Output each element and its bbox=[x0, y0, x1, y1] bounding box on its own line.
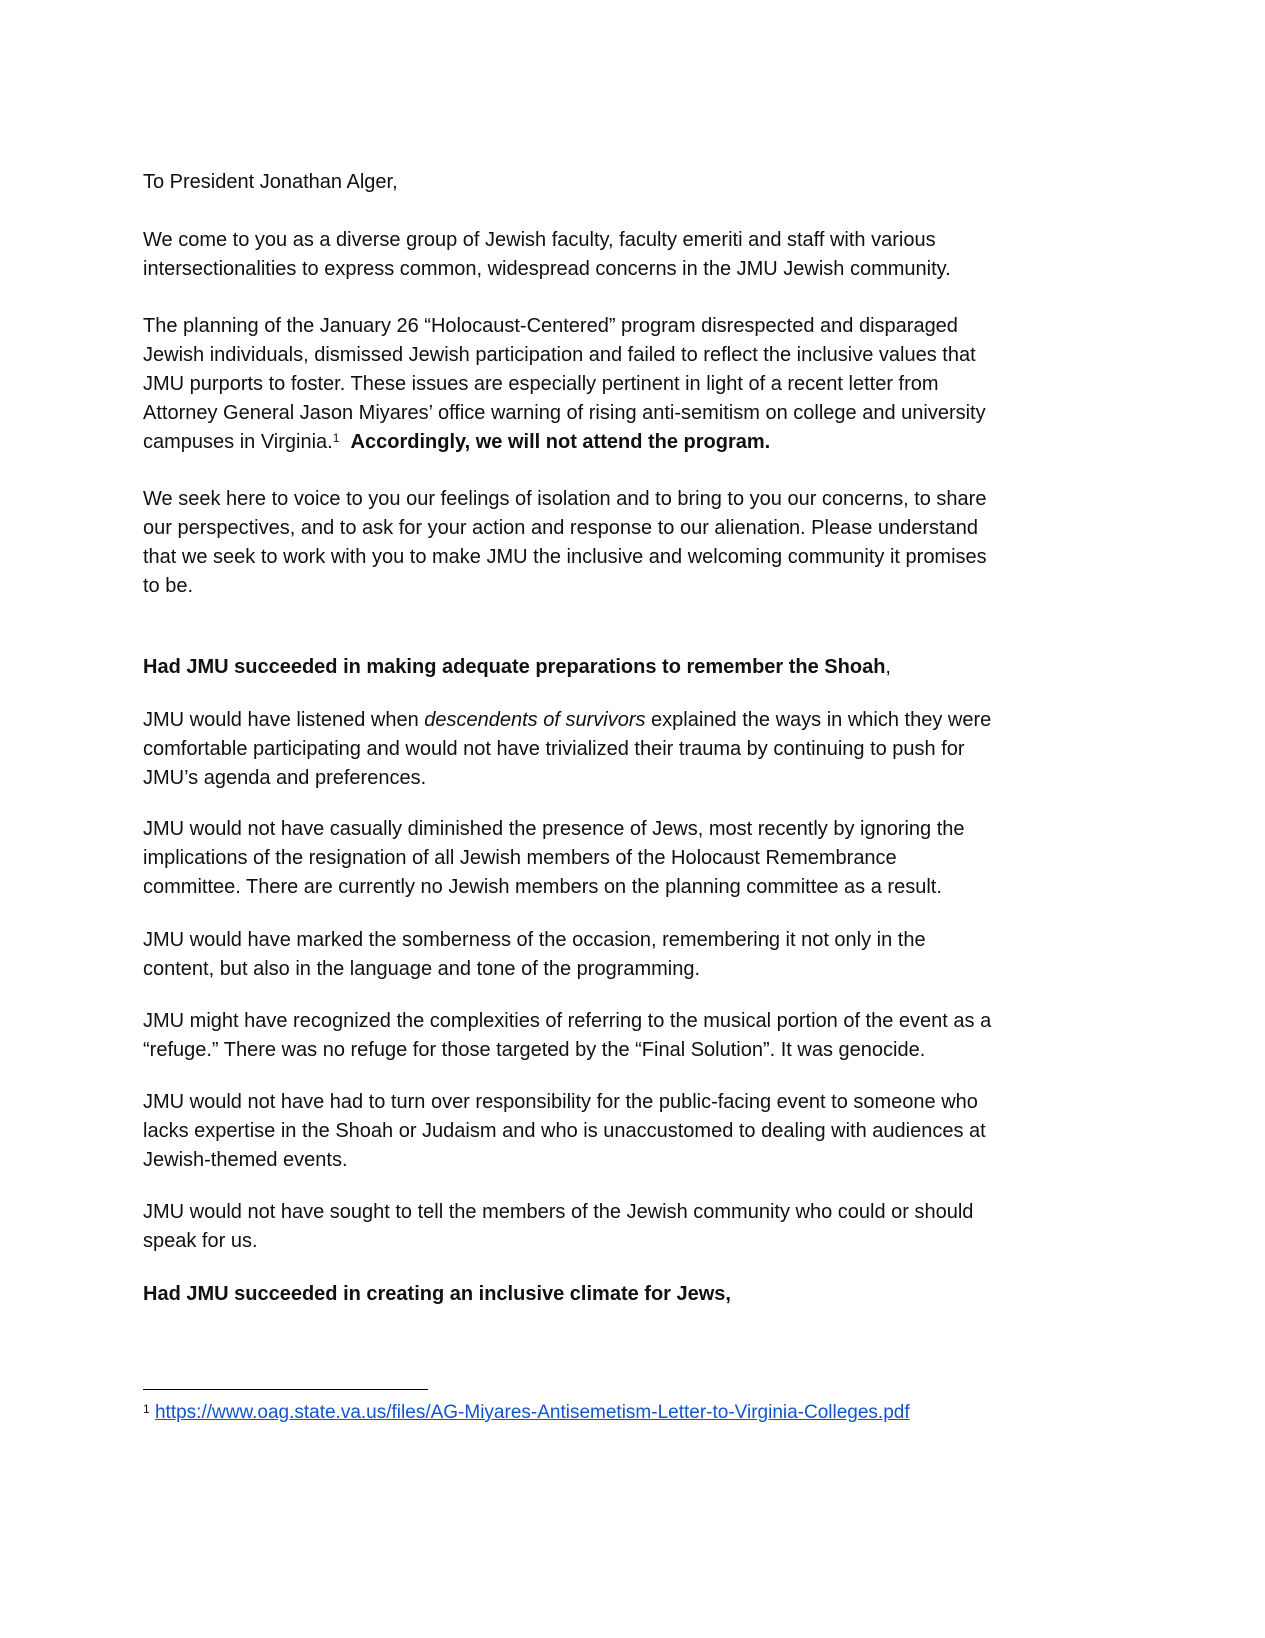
speak-paragraph: JMU would not have sought to tell the members of the Jewish community who could or should speak for us. bbox=[143, 1201, 974, 1252]
planning-paragraph: The planning of the January 26 “Holocaust-Centered” program disrespected and disparaged Jewish individuals, dismissed Jewish participation and failed to reflect the inclusive values that JMU purports to foster. These issues are especially pertinent in light of a recent letter from Attorney General Jason Miyares’ office warning of rising anti-semitism on college and university campuses in Virginia.$^1$ Accordingly, we will not attend the program. bbox=[143, 315, 986, 453]
footnote-reference[interactable]: 1 bbox=[332, 431, 340, 445]
listened-paragraph: JMU would have listened when descendents of survivors explained the ways in which they were comfortable participating and would not have trivialized their trauma by continuing to push for JMU’s agenda and preferences. bbox=[143, 709, 992, 789]
footnote bbox=[143, 1400, 910, 1426]
bold-statement: Accordingly, we will not attend the program. bbox=[350, 431, 771, 453]
footnote-number: 1 bbox=[143, 1402, 150, 1416]
seek-paragraph: We seek here to voice to you our feelings of isolation and to bring to you our concerns, to share our perspectives, and to ask for your action and response to our alienation. Please understand that we seek to work with you to make JMU the inclusive and welcoming community it promises to be. bbox=[143, 488, 987, 597]
diminished-paragraph: JMU would not have casually diminished the presence of Jews, most recently by ignoring the implications of the resignation of all Jewish members of the Holocaust Remembrance committee. There are currently no Jewish members on the planning committee as a result. bbox=[143, 818, 965, 898]
salutation: To President Jonathan Alger, bbox=[143, 171, 398, 193]
footnote-divider bbox=[143, 1389, 428, 1390]
footnote-link[interactable]: https://www.oag.state.va.us/files/AG-Miyares-Antisemetism-Letter-to-Virginia-Colleges.pdf bbox=[154, 1402, 910, 1423]
section-heading-shoah: Had JMU succeeded in making adequate preparations to remember the Shoah, bbox=[143, 656, 891, 678]
intro-paragraph: We come to you as a diverse group of Jewish faculty, faculty emeriti and staff with various intersectionalities to express common, widespread concerns in the JMU Jewish community. bbox=[143, 229, 951, 280]
somberness-paragraph: JMU would have marked the somberness of the occasion, remembering it not only in the content, but also in the language and tone of the programming. bbox=[143, 929, 926, 980]
refuge-paragraph: JMU might have recognized the complexities of referring to the musical portion of the event as a “refuge.” There was no refuge for those targeted by the “Final Solution”. It was genocide. bbox=[143, 1010, 992, 1061]
responsibility-paragraph: JMU would not have had to turn over responsibility for the public-facing event to someone who lacks expertise in the Shoah or Judaism and who is unaccustomed to dealing with audiences at Jewish-themed events. bbox=[143, 1091, 986, 1171]
section-heading-climate: Had JMU succeeded in creating an inclusive climate for Jews, bbox=[143, 1283, 731, 1305]
